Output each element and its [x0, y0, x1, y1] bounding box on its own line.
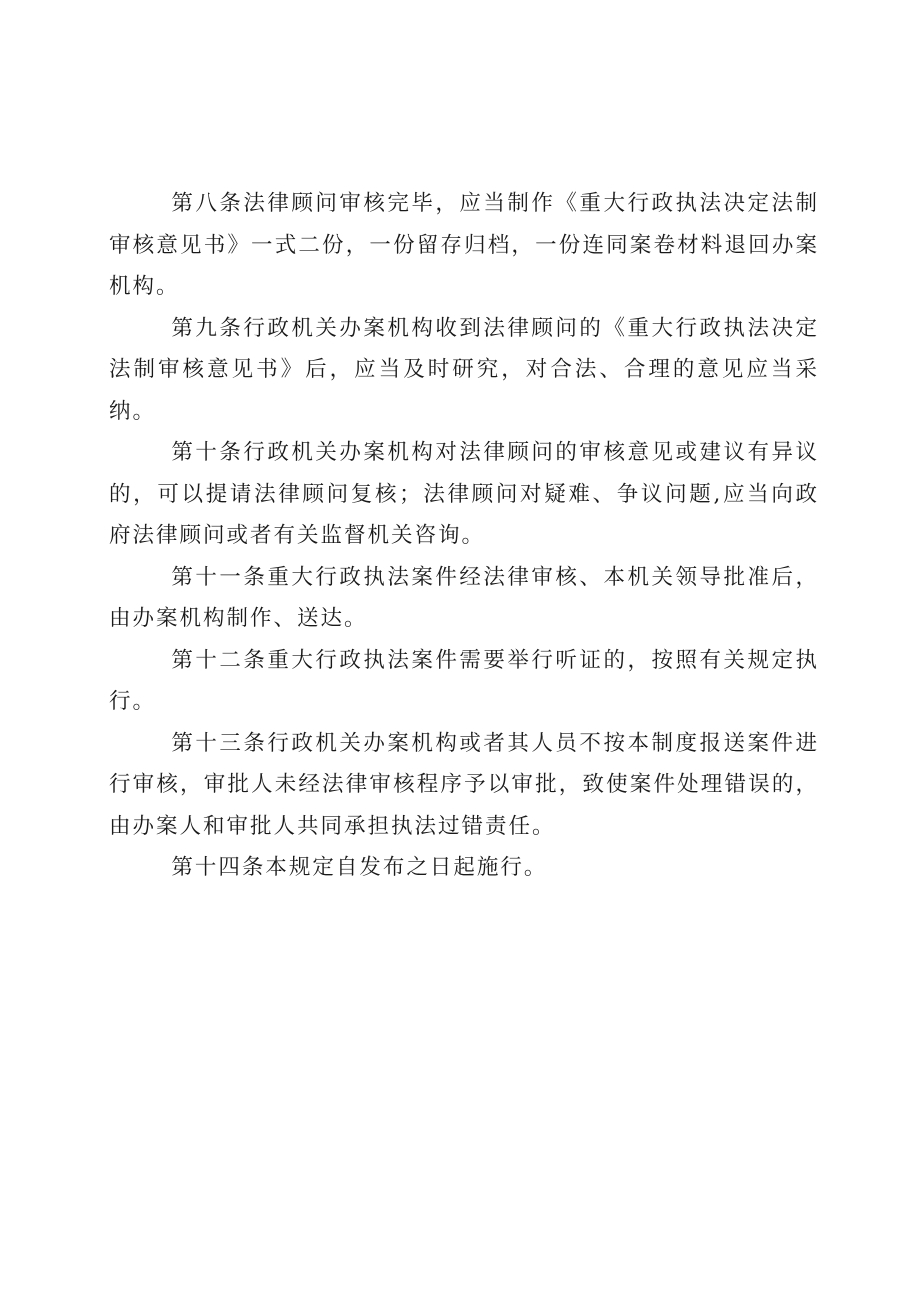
article-9: 第九条行政机关办案机构收到法律顾问的《重大行政执法决定法制审核意见书》后，应当及时研究，对合法、合理的意见应当采纳。 [109, 315, 819, 424]
article-13: 第十三条行政机关办案机构或者其人员不按本制度报送案件进行审核，审批人未经法律审核程序予以审批，致使案件处理错误的，由办案人和审批人共同承担执法过错责任。 [109, 730, 819, 839]
article-8: 第八条法律顾问审核完毕，应当制作《重大行政执法决定法制审核意见书》一式二份，一份留存归档，一份连同案卷材料退回办案机构。 [109, 191, 819, 299]
article-10: 第十条行政机关办案机构对法律顾问的审核意见或建议有异议的，可以提请法律顾问复核；法律顾问对疑难、争议问题,应当向政府法律顾问或者有关监督机关咨询。 [109, 440, 819, 548]
article-body [109, 183, 819, 889]
article-12: 第十二条重大行政执法案件需要举行听证的，按照有关规定执行。 [109, 647, 819, 714]
article-14: 第十四条本规定自发布之日起施行。 [171, 855, 548, 880]
article-11: 第十一条重大行政执法案件经法律审核、本机关领导批准后，由办案机构制作、送达。 [109, 564, 819, 631]
